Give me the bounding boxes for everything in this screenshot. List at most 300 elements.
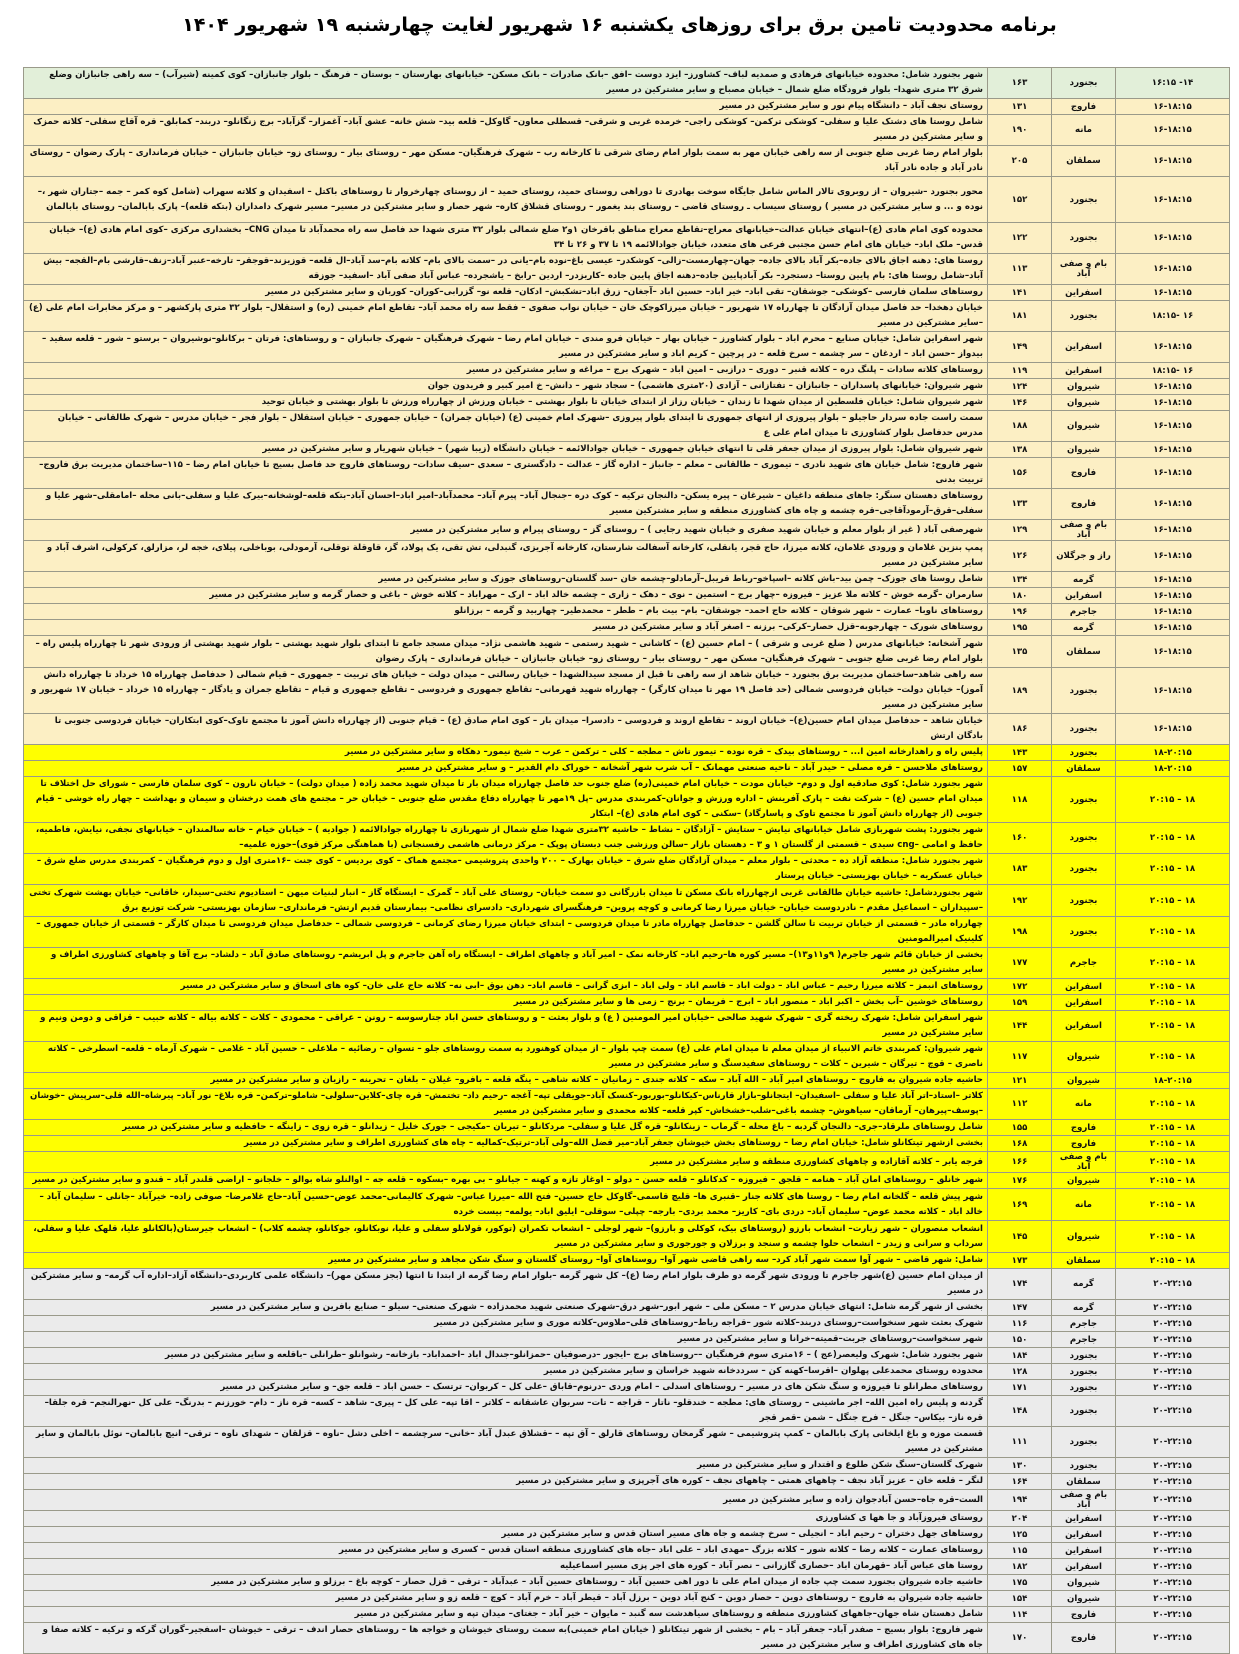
table-row xyxy=(24,588,1230,604)
area-description-cell: روستاهای شورک – چهارجوبه–قزل حصار–کرکی– برزنه – اصغر آباد و سایر مشترکین در مسیر xyxy=(24,620,988,636)
area-description-cell: شهر سنخواست–روستاهای جربت–قمیته–خرانا و سایر مشترکین در مسیر xyxy=(24,1332,988,1348)
city-cell: بام و صفی آباد xyxy=(1052,254,1116,285)
time-cell: ۱۶-۱۸:۱۵ xyxy=(1116,223,1230,254)
feeder-cell: ۱۶۳ xyxy=(988,68,1052,99)
area-description-cell: بخشی از شهر گرمه شامل: انتهای خیابان مدرس ۲ – مسکن ملی – شهر ابور–شهر درق–شهرک صنعتی شهید محمدزاده – شهرک صنعتی– سیلو – صنایع بافرین و سایر مشترکین در مسیر xyxy=(24,1300,988,1316)
city-cell: بجنورد xyxy=(1052,714,1116,745)
table-row xyxy=(24,115,1230,146)
city-cell: بجنورد xyxy=(1052,1427,1116,1458)
table-row xyxy=(24,948,1230,979)
table-row xyxy=(24,1332,1230,1348)
area-description-cell: خیابان دهخدا– حد فاصل میدان آزادگان تا چهارراه ۱۷ شهریور – خیابان میرزاکوچک خان – خیابان نواب صفوی – فقط سه راه محمد آباد– تقاطع امام خمینی (ره) و استقلال– بلوار ۳۲ متری پارکشهر – و مرکز مخابرات امام علی (ع) –سایر مشترکین در مسیر xyxy=(24,301,988,332)
city-cell: اسفراین xyxy=(1052,995,1116,1011)
table-row xyxy=(24,379,1230,395)
table-row xyxy=(24,854,1230,885)
time-cell: ۲۰-۲۲:۱۵ xyxy=(1116,1559,1230,1575)
city-cell: گرمه xyxy=(1052,572,1116,588)
city-cell: شیروان xyxy=(1052,411,1116,442)
feeder-cell: ۱۶۴ xyxy=(988,1474,1052,1490)
area-description-cell: روستا های عباس آباد –قهرمان اباد –حصاری گازرانی – نصر آباد – کوره های اجر پزی مسیر اسماعیلیه xyxy=(24,1559,988,1575)
table-row xyxy=(24,1269,1230,1300)
feeder-cell: ۱۸۱ xyxy=(988,301,1052,332)
area-description-cell: بخشی از خیابان قائم شهر جاجرم( ۹و۱۱و۱۳)– مسیر کوره ها–رحیم اباد– کارخانه نمک – امیر آباد و چاههای اطراف – ایستگاه راه آهن جاجرم و پل ابریشم– روستاهای صادق آباد – دلشاد– برج آقا و چاههای کشاورزی اطراف و سایر مشترکین در مسیر xyxy=(24,948,988,979)
area-description-cell: پمپ بنزین غلامان و ورودی غلامان، کلاته میرزا، حاج قجر، یانقلی، کارخانه آسفالت شارستان، کارخانه آجریزی، گنبدلی، تش تقی، یک پولاد، گز، قاوقلة توقلی، آرمودلی، بوباخلی، پیلای، خجه لر، مزارلق، کرکولی، اشرف آباد و سایر مشترکین در مسیر xyxy=(24,541,988,572)
time-cell: ۱۶-۱۸:۱۵ xyxy=(1116,332,1230,363)
time-cell: ۱۶-۱۸:۱۵ xyxy=(1116,541,1230,572)
time-cell: ۲۰-۲۲:۱۵ xyxy=(1116,1427,1230,1458)
table-row xyxy=(24,301,1230,332)
table-row xyxy=(24,1316,1230,1332)
area-description-cell: روستای فیروزآباد و جا هها ی کشاورزی xyxy=(24,1511,988,1527)
feeder-cell: ۱۳۳ xyxy=(988,489,1052,520)
city-cell: شیروان xyxy=(1052,1221,1116,1253)
city-cell: شیروان xyxy=(1052,1073,1116,1089)
feeder-cell: ۱۶۸ xyxy=(988,1136,1052,1152)
city-cell: بجنورد xyxy=(1052,301,1116,332)
area-description-cell: محدوده کوی امام هادی (ع)–انتهای خیابان عدالت–خیابانهای معراج–تقاطع معراج مناطق باقرخان ۱و۲ ضلع شمالی بلوار ۳۲ متری شهدا حد فاصل سه راه محمدآباد تا میدان CNG– بخشداری مرکزی –کوی امام هادی (ع)– خیابان قدس– ملک اباد– خیابان های امام حسن مجتبی فرعی های متعدد، خیابان جوادالائمه ۱۹ تا ۳۷ و ۲۶ تا ۳۴ xyxy=(24,223,988,254)
table-row xyxy=(24,1253,1230,1269)
city-cell: اسفراین xyxy=(1052,1011,1116,1042)
table-row xyxy=(24,223,1230,254)
feeder-cell: ۱۹۵ xyxy=(988,620,1052,636)
feeder-cell: ۱۸۳ xyxy=(988,854,1052,885)
time-cell: ۱۸ – ۲۰:۱۵ xyxy=(1116,823,1230,854)
area-description-cell: شهرصفی آباد ( غیر از بلوار معلم و خیابان شهید صفری و خیابان شهید رجایی ) – روستای گز – روستای پیرام و سایر مشترکین در مسیر xyxy=(24,520,988,541)
city-cell: بجنورد xyxy=(1052,854,1116,885)
time-cell: ۱۶-۱۸:۱۵ xyxy=(1116,177,1230,223)
table-row xyxy=(24,1623,1230,1654)
time-cell: ۱۶-۱۸:۱۵ xyxy=(1116,636,1230,668)
time-cell: ۱۸ – ۲۰:۱۵ xyxy=(1116,1120,1230,1136)
area-description-cell: شهر فاروج: بلوار بسیج – صفدر آباد– جعفر آباد – بام – بخشی از شهر تیتکانلو ( خیابان امام خمینی)به سمت روستای خیوشان و خواجه ها – روستاهای حصار اندف – ترقی – خیوشان –اسفجیر–گوران گرکه و ترکیه – کلاته صفا و جاه های کشاورزی اطراف و سایر مشترکین در مسیر xyxy=(24,1623,988,1654)
area-description-cell: شهر شیروان شامل: بلوار پیروزی از میدان جعفر قلی تا انتهای خیابان جمهوری – خیابان جوادالائمه – خیابان دانشگاه (زیبا شهر) – خیابان شهریار و سایر مشترکین در مسیر xyxy=(24,442,988,458)
feeder-cell: ۱۳۸ xyxy=(988,442,1052,458)
time-cell: ۱۸ – ۲۰:۱۵ xyxy=(1116,1189,1230,1221)
table-row xyxy=(24,636,1230,668)
time-cell: ۱۶-۱۸:۱۵ xyxy=(1116,442,1230,458)
area-description-cell: حاشیه جاده شیروان به فاروج – روستاهای دوین – حصار دوین – کنج آباد دوین – برزل آباد – قیطر آباد – خرم آباد – کوچ – قلعه زو و سایر مشترکین در مسیر xyxy=(24,1591,988,1607)
table-row xyxy=(24,1396,1230,1427)
city-cell: گرمه xyxy=(1052,1269,1116,1300)
feeder-cell: ۱۳۵ xyxy=(988,636,1052,668)
city-cell: شیروان xyxy=(1052,1575,1116,1591)
feeder-cell: ۱۵۷ xyxy=(988,761,1052,777)
time-cell: ۲۰-۲۲:۱۵ xyxy=(1116,1348,1230,1364)
city-cell: شیروان xyxy=(1052,1173,1116,1189)
city-cell: شیروان xyxy=(1052,395,1116,411)
city-cell: مانه xyxy=(1052,115,1116,146)
feeder-cell: ۱۴۷ xyxy=(988,1300,1052,1316)
table-row xyxy=(24,1173,1230,1189)
time-cell: ۱۸-۲۰:۱۵ xyxy=(1116,1073,1230,1089)
city-cell: فاروج xyxy=(1052,1623,1116,1654)
time-cell: ۱۸ – ۲۰:۱۵ xyxy=(1116,1221,1230,1253)
table-row xyxy=(24,777,1230,823)
area-description-cell: روستاهای مطرانلو تا فیروزه و سنگ شکن های در مسیر – روستاهای اسدلی – امام وردی –درنوم–قاباق –علی کل – کربوان– ترتسک – حسن اباد – قلعه جق– و سایر مشترکین در مسیر xyxy=(24,1380,988,1396)
feeder-cell: ۱۷۲ xyxy=(988,979,1052,995)
city-cell: سملقان xyxy=(1052,146,1116,177)
area-description-cell: چهارراه مادر – قسمتی از خیابان تربیت تا سالن گلشن – حدفاصل چهارراه مادر تا میدان فردوسی – ابتدای خیابان میرزا رضای کرمانی – فردوسی شمالی – حدفاصل میدان فردوسی تا میدان کارگر – قسمتی از خیابان جمهوری – کلینیک امیرالمومنین xyxy=(24,917,988,948)
area-description-cell: روستاهای سلمان فارسی –کوشکی– جوشقان– تقی اباد– خیر اباد– حسین اباد –آجغان– زرق اباد–تشکبش– ادکان– قلعه نو– گزرابی–کوران– کوربان و سایر مشترکین در مسیر xyxy=(24,285,988,301)
table-row xyxy=(24,411,1230,442)
feeder-cell: ۱۲۲ xyxy=(988,223,1052,254)
time-cell: ۲۰-۲۲:۱۵ xyxy=(1116,1511,1230,1527)
city-cell: مانه xyxy=(1052,1189,1116,1221)
area-description-cell: شهر بجنوردشامل: حاشیه خیابان طالقانی غربی ازچهارراه بانک مسکن تا میدان بازرگانی دو سمت خیابان– روستای علی آباد – گمرک – ایستگاه گاز – انبار لبنیات میهن – استادیوم تختی–سیدار، خاقانی– خیابان بهشت شهرک تختی –سپیداران – اسماعیل مقدم – نادردوست خیابان– خیابان میرزا رضا کرمانی و کوچه پروین– فرهنگسرای شهرداری– دادسرای نظامی– بیمارستان قدیم ارتش– فرمانداری– سازمان بهزیستی– شرکت توزیع برق xyxy=(24,885,988,917)
time-cell: ۲۰-۲۲:۱۵ xyxy=(1116,1527,1230,1543)
feeder-cell: ۱۴۳ xyxy=(988,745,1052,761)
feeder-cell: ۱۸۸ xyxy=(988,411,1052,442)
area-description-cell: شهر بجنورد شامل: محدوده خیابانهای فرهادی و صمدیه لباف– کشاورز– ایزد دوست –افق –بانک صادرات – بانک مسکن– خیابانهای بهارستان – بوستان – فرهنگ – بلوار جانبازان– کوی کمینه (شیرآب) – سه راهی جانبازان وضلع شرق ۳۲ متری شهدا– بلوار فرودگاه ضلع شمال – خیابان مصباح و سایر مشترکین در مسیر xyxy=(24,68,988,99)
time-cell: ۱۸ – ۲۰:۱۵ xyxy=(1116,1042,1230,1073)
feeder-cell: ۱۹۰ xyxy=(988,115,1052,146)
feeder-cell: ۱۷۷ xyxy=(988,948,1052,979)
table-row xyxy=(24,1089,1230,1120)
table-row xyxy=(24,1575,1230,1591)
feeder-cell: ۱۱۹ xyxy=(988,363,1052,379)
area-description-cell: محدوده روستای محمدعلی پهلوان –اقرسا–کهنه کن – سرددخانه شهید خراسان و سایر مشترکین در مسیر xyxy=(24,1364,988,1380)
time-cell: ۲۰-۲۲:۱۵ xyxy=(1116,1364,1230,1380)
time-cell: ۱۴- ۱۶:۱۵ xyxy=(1116,68,1230,99)
table-row xyxy=(24,541,1230,572)
feeder-cell: ۱۱۸ xyxy=(988,777,1052,823)
time-cell: ۱۸ – ۲۰:۱۵ xyxy=(1116,917,1230,948)
area-description-cell: شهر بجنورد شامل: کوی صادقیه اول و دوم– خیابان مودت – خیابان امام خمینی(ره) ضلع جنوب حد فاصل چهارراه میدان بار تا میدان شهید محمد زاده ( میدان دولت) – خیابان نارون – کوی سلمان فارسی – شورای حل اختلاف تا میدان امام حسین (ع) – شرکت نفت – پارک آفرینش – اداره ورزش و جوانان–کمربندی مدرس –پل ۱۹مهر تا چهارراه دفاع مقدس ضلع جنوبی – خیابان حر – مجتمع های همت درخشان و سیمان و بهداشت – چهار راه خوشی – قیام جنوبی (از چهارراه دانش آموز تا مجتمع تاوک و پاسارگاد) –سکنی – کوی امام هادی (ع)– ابتکار xyxy=(24,777,988,823)
page-title: برنامه محدودیت تامین برق برای روزهای یکشنبه ۱۶ شهریور لغایت چهارشنبه ۱۹ شهریور ۱۴۰۴ xyxy=(182,14,1057,36)
time-cell: ۱۶-۱۸:۱۵ xyxy=(1116,520,1230,541)
feeder-cell: ۱۴۵ xyxy=(988,1221,1052,1253)
area-description-cell: شهر فاروج: شامل خیابان های شهید نادری – تیموری – طالقانی – معلم – جانباز – اداره گاز – عدالت – دادگستری – سعدی –سیف سادات– روستاهای فاروج حد فاصل بسیج تا خیابان امام رضا – ۱۱۵–ساختمان مدیریت برق فاروج– تربیت بدنی xyxy=(24,458,988,489)
time-cell: ۲۰-۲۲:۱۵ xyxy=(1116,1458,1230,1474)
city-cell: فاروج xyxy=(1052,489,1116,520)
feeder-cell: ۱۲۴ xyxy=(988,379,1052,395)
city-cell: گرمه xyxy=(1052,620,1116,636)
time-cell: ۲۰-۲۲:۱۵ xyxy=(1116,1623,1230,1654)
city-cell: بجنورد xyxy=(1052,1458,1116,1474)
city-cell: بجنورد xyxy=(1052,917,1116,948)
time-cell: ۱۸ – ۲۰:۱۵ xyxy=(1116,1152,1230,1173)
city-cell: بجنورد xyxy=(1052,777,1116,823)
time-cell: ۱۸ – ۲۰:۱۵ xyxy=(1116,979,1230,995)
city-cell: اسفراین xyxy=(1052,1543,1116,1559)
area-description-cell: بلوار امام رضا غربی ضلع جنوبی از سه راهی خیابان مهر به سمت بلوار امام رضای شرقی تا کارخانه رب – شهرک فرهنگیان– مسکن مهر – روستای بیار – روستای زو– خیابان جانبازان – خیابان فرمانداری – پارک رضوان – روستای نادر آباد و جاده نادر آباد xyxy=(24,146,988,177)
table-row xyxy=(24,458,1230,489)
time-cell: ۲۰-۲۲:۱۵ xyxy=(1116,1543,1230,1559)
feeder-cell: ۱۶۶ xyxy=(988,1152,1052,1173)
city-cell: فاروج xyxy=(1052,458,1116,489)
city-cell: اسفراین xyxy=(1052,979,1116,995)
city-cell: فاروج xyxy=(1052,99,1116,115)
city-cell: مانه xyxy=(1052,1089,1116,1120)
feeder-cell: ۱۷۶ xyxy=(988,1173,1052,1189)
table-row xyxy=(24,395,1230,411)
feeder-cell: ۱۴۶ xyxy=(988,395,1052,411)
table-row xyxy=(24,572,1230,588)
area-description-cell: سمت راست جاده سردار حاجیلو – بلوار پیروزی از انتهای جمهوری تا ابتدای بلوار پیروزی –شهرک امام خمینی (ع) (خیابان جمران) – خیابان جمهوری – خیابان استقلال – بلوار فجر – خیابان مدرس – شهرک طالقانی – خیابان مدرس حدفاصل بلوار کشاورزی تا میدان امام علی ع xyxy=(24,411,988,442)
table-row xyxy=(24,1152,1230,1173)
area-description-cell: از میدان امام حسین (ع)شهر جاجرم تا ورودی شهر گرمه دو طرف بلوار امام رضا (ع)– کل شهر گرمه –بلوار امام رضا گرمه از ابتدا تا انتها (بجز مسکن مهر)– دانشگاه علمی کاربردی–دانشگاه آزاد–اداره آب گرمه– و سایر مشترکین در مسیر xyxy=(24,1269,988,1300)
table-row xyxy=(24,1543,1230,1559)
time-cell: ۱۶-۱۸:۱۵ xyxy=(1116,379,1230,395)
table-row xyxy=(24,146,1230,177)
city-cell: بجنورد xyxy=(1052,1348,1116,1364)
area-description-cell: خیابان شاهد – حدفاصل میدان امام حسین(ع)– خیابان اروند – تقاطع اروند و فردوسی – دادسرا– میدان بار – کوی امام صادق (ع) – قیام جنوبی (از چهارراه دانش آموز تا مجتمع تاوک–کوی ابتکاران– خیابان فردوسی جنوبی تا بادگان ارتش xyxy=(24,714,988,745)
feeder-cell: ۱۱۵ xyxy=(988,1543,1052,1559)
table-row xyxy=(24,1136,1230,1152)
city-cell: فاروج xyxy=(1052,1120,1116,1136)
time-cell: ۱۸ – ۲۰:۱۵ xyxy=(1116,1253,1230,1269)
area-description-cell: روستاهای دهستان سنگر: جاهای منطقه داغیان – شیرغان – پیره یسکن– دالنجان ترکیه – کوک دره –جنجال آباد– پیرم آباد– محمدآباد–امیر اباد–احسان آباد–بتکه قلعه–لوشخانه–بیرک علیا و سفلی–بانی محله –امامقلی–شهر علیا و سفلی–قرق–آرمودآقاجی–قره چشمه و چاه های کشاورزی منطقه و سایر مشترکین مسیر xyxy=(24,489,988,520)
area-description-cell: بخشی ازشهر تیتکانلو شامل: خیابان امام رضا – روستاهای بخش خیوشان جعفر آباد–میر فضل الله–ولی آباد–ترتیک–کمالیه – چاه های کشاورزی اطراف و سایر مشترکین در مسیر xyxy=(24,1136,988,1152)
feeder-cell: ۱۱۷ xyxy=(988,1042,1052,1073)
area-description-cell: روستا های: دهنه اجاق بالای جاده–بکر آباد بالای جاده– جهان–چهارمست–زالی– کوشکدر– عیسی باغ–نوده بام–یانی در –سمت بالای بام– کلاته بام–سد آباد–ال قلعه– قوزیزند–قوجقر– تارخه–عنبر آباد–زنف–قارشی بام–القجه– بیش آباد–شامل روستا های: بام پایین روستا– دستجرد– بکر آبادپایین جاده–دهنه اجاق پایین جاده –کاریزدر– اردین –رابخ – یاشجرده– عباس آباد صفی آباد –اسفید– جوزقه xyxy=(24,254,988,285)
area-description-cell: روستاهای جهل دختران – رحیم اباد – انجیلی – سرخ چشمه و جاه های مسیر استان قدس و سایر مشترکین در مسیر xyxy=(24,1527,988,1543)
feeder-cell: ۱۵۹ xyxy=(988,995,1052,1011)
table-row xyxy=(24,995,1230,1011)
area-description-cell: فرجه یابر – کلاته آقازاده و چاههای کشاورزی منطقه و سایر مشترکین در مسیر xyxy=(24,1152,988,1173)
city-cell: سملقان xyxy=(1052,1474,1116,1490)
city-cell: بجنورد xyxy=(1052,745,1116,761)
city-cell: اسفراین xyxy=(1052,1511,1116,1527)
area-description-cell: شهر آشخانه: خیابانهای مدرس ( ضلع غربی و شرقی ) – امام حسین (ع) – کاشانی – شهید رستمی – شهید هاشمی نژاد– میدان مسجد جامع تا ابتدای بلوار شهید بهشتی – بلوار شهید بهشتی از ورودی شهر تا چهارراه پلیس راه – بلوار امام رضا غربی ضلع جنوبی – شهرک فرهنگیان– مسکن مهر – روستای بیار – روستای زو– خیابان جانبازان – خیابان فرمانداری – پارک رضوان xyxy=(24,636,988,668)
time-cell: ۱۶-۱۸:۱۵ xyxy=(1116,588,1230,604)
time-cell: ۲۰-۲۲:۱۵ xyxy=(1116,1332,1230,1348)
feeder-cell: ۱۷۱ xyxy=(988,1380,1052,1396)
table-row xyxy=(24,1511,1230,1527)
feeder-cell: ۱۵۰ xyxy=(988,1332,1052,1348)
feeder-cell: ۱۵۵ xyxy=(988,1120,1052,1136)
city-cell: جاجرم xyxy=(1052,948,1116,979)
feeder-cell: ۱۷۳ xyxy=(988,1253,1052,1269)
table-row xyxy=(24,442,1230,458)
time-cell: ۲۰-۲۲:۱۵ xyxy=(1116,1396,1230,1427)
feeder-cell: ۱۶۹ xyxy=(988,1189,1052,1221)
city-cell: گرمه xyxy=(1052,1300,1116,1316)
area-description-cell: گردنه و پلیس راه امین الله– اجر ماشینی – روستای های: مطجه – خندقلو– ناتار – قراجه – تات– سربوان عاشقانه – کلاتر – اقا تپه– علی کل – پیری– شاهد – کسه– قره ناز – دام– خورزنم – بدرنگ– علی کل –نهرالنجم– قره جلقا– قره ناز– بیکاس– جنگل – فرح جنگل – شمن –قمر قجر xyxy=(24,1396,988,1427)
city-cell: بجنورد xyxy=(1052,68,1116,99)
city-cell: سملقان xyxy=(1052,1253,1116,1269)
table-row xyxy=(24,332,1230,363)
city-cell: اسفراین xyxy=(1052,332,1116,363)
feeder-cell: ۱۱۴ xyxy=(988,1607,1052,1623)
time-cell: ۱۸ – ۲۰:۱۵ xyxy=(1116,1011,1230,1042)
city-cell: جاجرم xyxy=(1052,1316,1116,1332)
table-row xyxy=(24,668,1230,714)
area-description-cell: روستاهای کلاته سادات – پلنگ دره – کلاته قنبر – دوری – درازبی – امین اباد – شهرک برج – مراغه و سایر مشترکین در مسیر xyxy=(24,363,988,379)
table-row xyxy=(24,1073,1230,1089)
table-row xyxy=(24,714,1230,745)
area-description-cell: انشعاب منصوران – شهر زیارت– انشعاب بارزو (روستاهای بیک، کوکلی و بارزو)– شهر لوجلی – انشعاب تکمران (توکور، قولانلو سفلی و علیا، نوبکانلو، جوکانلو، چشمه کلاب) – انشعاب جیرستان(بالکانلو علیا، قلهک علیا و سفلی، سرداب و سرانی و زیدر – انشعاب حلوا چشمه و سنجد و برزلان و جورجوری و سایر مشترکین در مسیر xyxy=(24,1221,988,1253)
table-row xyxy=(24,489,1230,520)
time-cell: ۲۰-۲۲:۱۵ xyxy=(1116,1607,1230,1623)
feeder-cell: ۱۲۵ xyxy=(988,1527,1052,1543)
time-cell: ۱۶-۱۸:۱۵ xyxy=(1116,572,1230,588)
table-row xyxy=(24,68,1230,99)
feeder-cell: ۱۹۶ xyxy=(988,604,1052,620)
feeder-cell: ۱۵۶ xyxy=(988,458,1052,489)
feeder-cell: ۱۷۴ xyxy=(988,1269,1052,1300)
city-cell: بام و صفی آباد xyxy=(1052,1490,1116,1511)
time-cell: ۱۶-۱۸:۱۵ xyxy=(1116,714,1230,745)
feeder-cell: ۱۸۲ xyxy=(988,1559,1052,1575)
feeder-cell: ۱۱۲ xyxy=(988,1089,1052,1120)
table-row xyxy=(24,99,1230,115)
area-description-cell: شامل روستاهای ملرقاد–جری– دالنجان گردبه – باغ محله – گرماب – زینکانلو– قره گل علیا و سفلی– مردکانلو – تیربان –مکیجی – جورک خلیل – زیدانلو – قره زوی – زاینگه – حافظیه و سایر مشترکین در مسیر xyxy=(24,1120,988,1136)
area-description-cell: لنگر – قلعه خان – عزیز آباد نجف – چاههای همتی – چاههای نجف – کوره های آجرپزی و سایر مشترکین در مسیر xyxy=(24,1474,988,1490)
area-description-cell: روستاهای خوشین –آب بخش – اکبر اباد – منصور اباد – ابرج – فریمان – برنج – زمی ها و سایر مشترکین در مسیر xyxy=(24,995,988,1011)
feeder-cell: ۱۲۹ xyxy=(988,520,1052,541)
time-cell: ۲۰-۲۲:۱۵ xyxy=(1116,1474,1230,1490)
city-cell: جاجرم xyxy=(1052,604,1116,620)
feeder-cell: ۱۳۰ xyxy=(988,1458,1052,1474)
feeder-cell: ۱۸۹ xyxy=(988,668,1052,714)
city-cell: بجنورد xyxy=(1052,1396,1116,1427)
time-cell: ۱۸ – ۲۰:۱۵ xyxy=(1116,854,1230,885)
feeder-cell: ۱۴۱ xyxy=(988,285,1052,301)
time-cell: ۱۶-۱۸:۱۵ xyxy=(1116,458,1230,489)
area-description-cell: شهر شیروان: کمربندی خاتم الانبیاء از میدان معلم تا میدان امام علی (ع) سمت چپ بلوار – از میدان کوهنورد به سمت روستاهای جلو – تسوان – رضائیه – ملاعلی – حسین آباد – غلامی – شهرک آرماه – قلعه– اسطرخی – کلاته ناصری – قوچ – تیرگان – شیرین – کلات – روستاهای سفیدسنگ و سایر مشترکین در مسیر xyxy=(24,1042,988,1073)
area-description-cell: سه راهی شاهد–ساختمان مدیریت برق بجنورد – خیابان شاهد از سه راهی تا قبل از مسجد سیدالشهدا – خیابان رسالتی – میدان دولت – خیابان های تربیت – جمهوری – قیام شمالی ( حدفاصل چهارراه ۱۵ خرداد تا چهارراه دانش آموز)– خیابان دولت– خیابان فردوسی شمالی (حد فاصل ۱۹ مهر تا میدان کارگر) – چهارراه شهید قهرمانی– تقاطع جمهوری و فردوسی – تقاطع جمهوری و قیام – تقاطع جمران و یادگار – چهارراه ۱۵ خرداد – خیابان ۱۷ شهریور و سایر مشترکین در مسیر xyxy=(24,668,988,714)
area-description-cell: شهر اسفراین شامل: شهرک ریخته گری – شهرک شهید صالحی –خیابان امیر المومنین ( ع) و بلوار بعثت – و روستاهای حسن اباد جتارسوسه – رونن – عراقی – محمودی – کلات – کلاته بیاله – کلاته حبیب – قزاقی و دومن ونیم و سایر مشترکین در مسیر xyxy=(24,1011,988,1042)
time-cell: ۱۸ – ۲۰:۱۵ xyxy=(1116,777,1230,823)
feeder-cell: ۱۴۹ xyxy=(988,332,1052,363)
time-cell: ۱۶-۱۸:۱۵ xyxy=(1116,99,1230,115)
table-row xyxy=(24,1527,1230,1543)
city-cell: شیروان xyxy=(1052,1042,1116,1073)
city-cell: بجنورد xyxy=(1052,885,1116,917)
feeder-cell: ۲۰۵ xyxy=(988,146,1052,177)
feeder-cell: ۱۴۴ xyxy=(988,1011,1052,1042)
city-cell: فاروج xyxy=(1052,1136,1116,1152)
table-row xyxy=(24,1120,1230,1136)
table-row xyxy=(24,177,1230,223)
table-row xyxy=(24,285,1230,301)
city-cell: اسفراین xyxy=(1052,363,1116,379)
area-description-cell: محور بجنورد –شیروان – از روبروی تالار الماس شامل جایگاه سوخت بهادری تا دوراهی روستای حمید، روستای حمید – از روستای چهارخروار تا روستاهای باکتل – اسفیدان و کلاته سهراب (شامل کوه کمر – جمه –جتاران شهر ،– نوده و ... و سایر مشترکین در مسیر ) روستای سیساب ـ روستای قاضی – روستای بند یغمور – روستای قشلاق کاره– شهر حصار و سایر مشترکین در مسیر– مسیر شهرک دامداران (بتکه قلعه)– پارک بابالمان– روستای بابالمان xyxy=(24,177,988,223)
city-cell: شیروان xyxy=(1052,1591,1116,1607)
area-description-cell: قسمت موزه و باغ ایلخانی پارک بابالمان – کمپ پتروشیمی – شهر گرمخان روستاهای قارلق – آق تپه – –قشلاق عبدل آباد –خانی– سرچشمه – اخلی دشل –ناوه – قزلقان – شهدای ناوه – ترقی– انیچ بابالمان– نوئل بابالمان و سایر مشترکین در مسیر xyxy=(24,1427,988,1458)
feeder-cell: ۱۹۲ xyxy=(988,885,1052,917)
time-cell: ۱۸-۲۰:۱۵ xyxy=(1116,745,1230,761)
time-cell: ۲۰-۲۲:۱۵ xyxy=(1116,1316,1230,1332)
table-row xyxy=(24,1042,1230,1073)
time-cell: ۲۰-۲۲:۱۵ xyxy=(1116,1490,1230,1511)
table-row xyxy=(24,620,1230,636)
table-row xyxy=(24,979,1230,995)
area-description-cell: الست–قره جاه–حسن آبادجوان زاده و سایر مشترکین در مسیر xyxy=(24,1490,988,1511)
time-cell: ۱۶-۱۸:۱۵ xyxy=(1116,668,1230,714)
area-description-cell: شهر بجنورد: پشت شهربازی شامل خیابانهای نیایش – ستایش – آزادگان – نشاط – حاشیه ۳۲متری شهدا ضلع شمال از شهربازی تا چهارراه جوادالائمه ( جوادیه ) – خیابان خیام – خانه سالمندان – خیابانهای نجفی، نیایش، فاطمیه، حافظ و امامی –cng سیدی – قسمتی از گلستان ۱ و ۳ – دهستان بازار –سالن ورزشی جنب دبستان پوپک – مرکز درمانی هاشمی رفسنجانی (با هماهنگی مرکز قوی)–حوزه علمیه– xyxy=(24,823,988,854)
time-cell: ۱۸ – ۲۰:۱۵ xyxy=(1116,948,1230,979)
time-cell: ۱۶-۱۸:۱۵ xyxy=(1116,395,1230,411)
area-description-cell: سارمران –گرمه خوش – کلاته ملا عزیز – فیروزه –چهار برج – استمین – نوی – دهک – زاری – چشمه خالد اباد – ارک – مهراباد – کلاته خوش – باغی و حصار گرمه و سایر مشترکین در مسیر xyxy=(24,588,988,604)
area-description-cell: حاشیه جاده شیروان به فاروج – روستاهای امیر آباد – الله آباد – سکه – کلاته جندی – زمانیان – کلاته شاهی – ینگه قلعه – بافرو– غیلان – بلغان – تحرینه – رازیان و سایر مشترکین در مسیر xyxy=(24,1073,988,1089)
table-row xyxy=(24,1427,1230,1458)
feeder-cell: ۱۵۴ xyxy=(988,1591,1052,1607)
outage-schedule-table xyxy=(23,67,1230,1654)
area-description-cell: شامل روستا های جوزک– چمن بید–باش کلاته –اسپاخو–رباط قریبل–آرمادلو–چشمه خان –سد گلستان–روستاهای جوزک و سایر مشترکین در مسیر xyxy=(24,572,988,588)
table-row xyxy=(24,761,1230,777)
feeder-cell: ۱۳۴ xyxy=(988,572,1052,588)
area-description-cell: شهر پیش قلعه – گلخانه امام رضا – روستا های کلاته جنار –قنبری ها– قلیچ قاسمی–گاوکل حاج حسین– فتح الله –میرزا عباس– شهرک کالیمانی–محمد عوض–حسین آباد–حاج غلامرضا– صوفی زاده– خیرآباد –جانلی – سلیمان آباد – خالد اباد – کلاته محمد عوض– سلیمان آباد– دردی بای– کاریز– محمد بردی– بارجه– چپلی– سوقلی– ایلیق اباد– یولمه– بیست خرده xyxy=(24,1189,988,1221)
city-cell: بام و صفی آباد xyxy=(1052,520,1116,541)
table-row xyxy=(24,363,1230,379)
area-description-cell: شهر بجنورد شامل: منطقه آزاد ده – محدثی – بلوار معلم – میدان آزادگان ضلع شرق – خیابان بهارک – ۲۰۰ واحدی پتروشیمی –مجتمع هماک – کوی بردیس – کوی جنت –۱۶متری اول و دوم فرهنگیان – کمربندی مدرس ضلع شرق – خیابان عسکریه – خیابان بهزیستی– خیابان پرستار xyxy=(24,854,988,885)
feeder-cell: ۱۲۶ xyxy=(988,541,1052,572)
feeder-cell: ۱۱۳ xyxy=(988,254,1052,285)
time-cell: ۱۶ -۱۸:۱۵ xyxy=(1116,363,1230,379)
feeder-cell: ۱۲۸ xyxy=(988,1364,1052,1380)
feeder-cell: ۱۷۵ xyxy=(988,1575,1052,1591)
table-row xyxy=(24,1458,1230,1474)
table-row xyxy=(24,1300,1230,1316)
area-description-cell: شهر شیروان: خیابانهای پاسداران – جانبازان – تفتازانی – آزادی (۲۰متری هاشمی) – سجاد شهر – دانش– خ امیر کبیر و فریدون جوان xyxy=(24,379,988,395)
feeder-cell: ۱۴۸ xyxy=(988,1396,1052,1427)
area-description-cell: شامل روستا های دشتک علیا و سفلی– کوشکی ترکمن– کوشکی راجی– خرمده غربی و شرقی– قسطلی معاون– گاوکل– قلعه بید– شش خانه– عشق آباد– آغمزار– گزآباد– برج زنگانلو– دربند– کمابلق– قره آقاج سفلی– کلاته حمزک و سایر مشترکین در مسیر xyxy=(24,115,988,146)
feeder-cell: ۱۶۰ xyxy=(988,823,1052,854)
table-row xyxy=(24,1490,1230,1511)
feeder-cell: ۱۸۴ xyxy=(988,1348,1052,1364)
area-description-cell: پلیس راه و راهدارخانه امین ا... – روستاهای بیدک – قره نوده – تیمور تاش – مطجه – کلی – ترکمن – عرب – شیخ نیمور– دهکاه و سایر مشترکین در مسیر xyxy=(24,745,988,761)
area-description-cell: روستاهای عمارت – کلاته رضا – کلاته شور – کلاته بزرگ –مهدی اباد – علی اباد –جاه های کشاورزی منطقه استان قدس – کسری و سایر مشترکین در مسیر xyxy=(24,1543,988,1559)
time-cell: ۱۸-۲۰:۱۵ xyxy=(1116,761,1230,777)
area-description-cell: شهرک گلستان–سنگ شکن طلوع و اقتدار و سایر مشترکین در مسیر xyxy=(24,1458,988,1474)
area-description-cell: شهر شیروان شامل: خیابان فلسطین از میدان شهدا تا زندان – خیابان رزاز از ابتدای خیابان تا بلوار بهشتی – خیابان ورزش از چهارراه ورزش تا بلوار بهشتی و خیابان توحید xyxy=(24,395,988,411)
city-cell: شیروان xyxy=(1052,442,1116,458)
city-cell: جاجرم xyxy=(1052,1332,1116,1348)
city-cell: بجنورد xyxy=(1052,668,1116,714)
city-cell: شیروان xyxy=(1052,379,1116,395)
city-cell: بجنورد xyxy=(1052,1364,1116,1380)
city-cell: سملقان xyxy=(1052,761,1116,777)
city-cell: اسفراین xyxy=(1052,1527,1116,1543)
time-cell: ۱۸ – ۲۰:۱۵ xyxy=(1116,885,1230,917)
city-cell: بام و صفی آباد xyxy=(1052,1152,1116,1173)
area-description-cell: شهرک بعثت شهر سنخواست–روستای دربند–کلاته شور –قراجه رباط–روستاهای قلی–ملاوس–کلاته موری و سایر مشترکین در مسیر xyxy=(24,1316,988,1332)
city-cell: بجنورد xyxy=(1052,1380,1116,1396)
city-cell: بجنورد xyxy=(1052,223,1116,254)
area-description-cell: شامل دهستان شاه جهان–جاههای کشاورزی منطقه و روستاهای سیاهدشت سه گنبد – مایوان – خیر آباد – جغتای– میدان تپه و سایر مشترکین در مسیر xyxy=(24,1607,988,1623)
time-cell: ۱۸ – ۲۰:۱۵ xyxy=(1116,1136,1230,1152)
time-cell: ۱۸ – ۲۰:۱۵ xyxy=(1116,1173,1230,1189)
table-row xyxy=(24,885,1230,917)
time-cell: ۱۶ -۱۸:۱۵ xyxy=(1116,301,1230,332)
table-row xyxy=(24,520,1230,541)
feeder-cell: ۱۷۰ xyxy=(988,1623,1052,1654)
time-cell: ۱۸ – ۲۰:۱۵ xyxy=(1116,1089,1230,1120)
city-cell: اسفراین xyxy=(1052,285,1116,301)
area-description-cell: روستاهای ناوبا– عمارت – شهر شوقان – کلاته حاج احمد– جوشقان– بام– بیت بام – ططر – محمدطیر– چهاربید و گرمه – برزانلو xyxy=(24,604,988,620)
city-cell: سملقان xyxy=(1052,636,1116,668)
area-description-cell: شهر بجنورد شامل: شهرک ولیعصر(عج ) – ۱۶متری سوم فرهنگیان ––روستاهای برج –ایجور –درصوفیان –حمزانلو–جندال اباد –احمداباد– بازخانه– رشوانلو –طرانلی –باقلعه و سایر مشترکین در مسیر xyxy=(24,1348,988,1364)
table-body xyxy=(24,68,1230,1654)
city-cell: اسفراین xyxy=(1052,588,1116,604)
city-cell: بجنورد xyxy=(1052,823,1116,854)
area-description-cell: روستای نجف آباد – دانشگاه پیام نور و سایر مشترکین در مسیر xyxy=(24,99,988,115)
area-description-cell: روستاهای انبمز – کلاته میرزا رحیم – عباس اباد – دولت اباد – قاسم اباد – ولی اباد – ابزی گرانی – قاسم اباد– دهن بوق –ابی نه– کلاته حاج علی خان– کوه های اسحاق و سایر مشترکین در مسیر xyxy=(24,979,988,995)
table-row xyxy=(24,1221,1230,1253)
table-row xyxy=(24,254,1230,285)
time-cell: ۱۸ – ۲۰:۱۵ xyxy=(1116,995,1230,1011)
table-row xyxy=(24,745,1230,761)
feeder-cell: ۱۱۱ xyxy=(988,1427,1052,1458)
area-description-cell: کلاتر –استاد–اتر آباد علیا و سفلی –اسفیدان– ایتجانلو–بازار قارناس–کیکانلو–بوربور–کنسک آباد–جویقلی تپه– آغجه –رحیم داد– تختمش– قره چای–کلاین–سلولی– شاملو–ترکمن– قره بلاغ– نور آباد– پیرشاه–الله قلی–سرپیش –خوشان –پوسف–پیرهان– آرماقان– سیاهوش– چشمه باغی–شلب–خشخاش– کپر قلعه– کلاته محمدی و سایر مشترکین در مسیر xyxy=(24,1089,988,1120)
feeder-cell: ۱۵۲ xyxy=(988,177,1052,223)
table-row xyxy=(24,1380,1230,1396)
feeder-cell: ۱۹۴ xyxy=(988,1490,1052,1511)
feeder-cell: ۱۳۱ xyxy=(988,99,1052,115)
time-cell: ۱۶-۱۸:۱۵ xyxy=(1116,254,1230,285)
